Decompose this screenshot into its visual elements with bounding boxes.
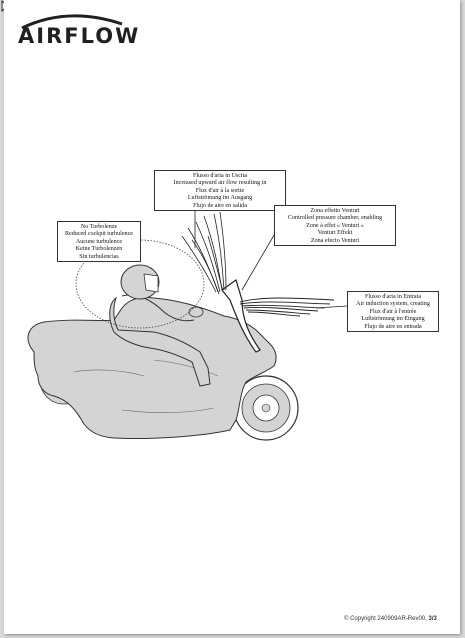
callout-line: Aucune turbulence (75, 238, 123, 245)
callout-line: Reduced cockpit turbulence (64, 231, 134, 238)
callout-line: Flux d'air à l'entrée (369, 308, 417, 315)
inlet-airflow-lines (240, 298, 334, 316)
copyright-footer (344, 616, 437, 622)
callout-line: Keine Turbolenzen (75, 246, 123, 253)
callout-line: Controlled pressure chamber, enabling (287, 215, 383, 222)
logo-text: AIRFLOW (18, 24, 141, 48)
callout-line: Flujo de aire en entrada (364, 323, 422, 330)
page-number: 3/3 (428, 616, 437, 622)
venturi-zone-callout (274, 205, 396, 246)
callout-line: Increased upward air flow resulting in (173, 180, 267, 187)
callout-line: Luftströmung im Ausgang (187, 195, 253, 202)
callout-line: Air induction system, creating (356, 301, 430, 308)
no-turbulence-callout (57, 221, 141, 262)
callout-line: Zona efecto Venturi (310, 237, 360, 244)
document-page (4, 0, 460, 634)
callout-line: Flux d'air à la sortie (195, 187, 245, 194)
callout-line: No Turbolenze (80, 224, 118, 230)
callout-line: Flujo de aire en salida (193, 202, 247, 209)
outlet-airflow-callout (154, 170, 286, 211)
callout-line: Venturi Effekt (317, 230, 353, 237)
callout-line: Zone à effet « Venturi » (306, 222, 364, 229)
callout-line: Flusso d'aria in Entrata (364, 294, 422, 300)
inlet-airflow-callout (347, 291, 439, 332)
callout-line: Flusso d'aria in Uscita (192, 173, 248, 179)
copyright-text: © Copyright 240909AR-Rev00, (344, 616, 427, 622)
callout-line: Sin turbulencias (79, 253, 119, 260)
callout-line: Zona effetto Venturi (310, 208, 360, 214)
helmet-visor (144, 274, 158, 292)
callout-line: Luftströmung im Eingang (361, 316, 425, 323)
mirror (189, 307, 203, 317)
